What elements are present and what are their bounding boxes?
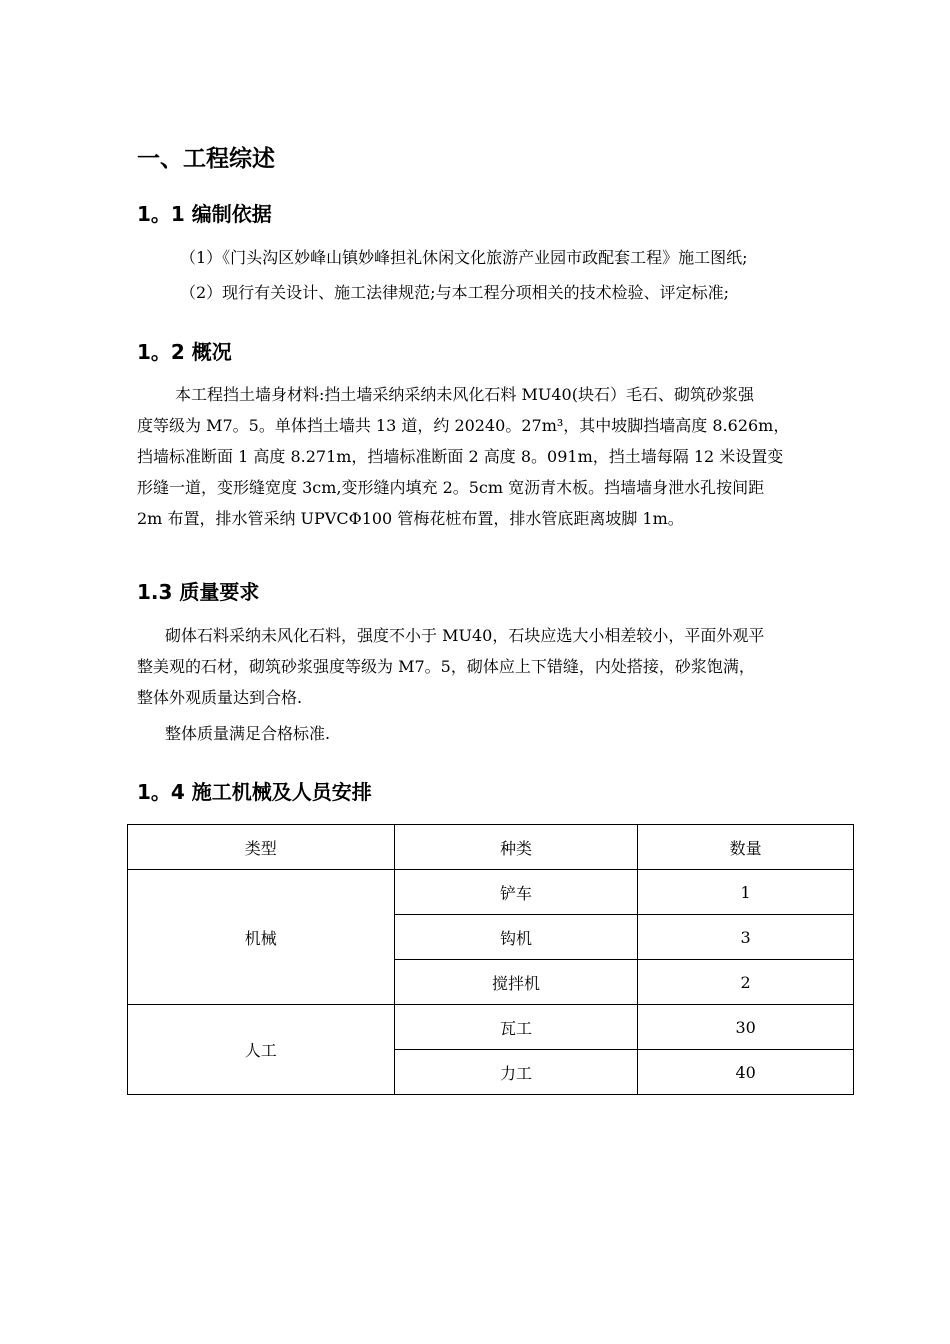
qty-cell: 1 [638,870,854,915]
quality-line-2: 整美观的石材，砌筑砂浆强度等级为 M7。5，砌体应上下错缝，内处搭接，砂浆饱满， [137,657,755,676]
table-header-row [128,825,854,870]
type-cell-labor: 人工 [128,1005,395,1095]
quality-line-4: 整体质量满足合格标准. [165,724,331,743]
overview-line-4: 形缝一道，变形缝宽度 3cm,变形缝内填充 2。5cm 宽沥青木板。挡墙墙身泄水孔按间距 [137,478,765,497]
kind-cell: 铲车 [394,870,638,915]
heading-machinery-staff: 1。4 施工机械及人员安排 [137,780,372,804]
overview-line-1: 本工程挡土墙身材料:挡土墙采纳采纳未风化石料 MU40(块石）毛石、砌筑砂浆强 [175,385,754,404]
heading-quality: 1.3 质量要求 [137,580,260,604]
overview-line-2: 度等级为 M7。5。单体挡土墙共 13 道，约 20240。27m³，其中坡脚挡墙高度 8.626m， [137,416,790,435]
basis-item-2: （2）现行有关设计、施工法律规范;与本工程分项相关的技术检验、评定标准; [180,283,729,302]
table-row [128,1005,854,1050]
header-kind: 种类 [394,825,638,870]
kind-cell: 力工 [394,1050,638,1095]
overview-line-5: 2m 布置，排水管采纳 UPVCΦ100 管梅花桩布置，排水管底距离坡脚 1m。 [137,509,684,528]
kind-cell: 瓦工 [394,1005,638,1050]
qty-cell: 40 [638,1050,854,1095]
kind-cell: 钩机 [394,915,638,960]
machinery-staff-table [127,824,854,1095]
qty-cell: 3 [638,915,854,960]
qty-cell: 2 [638,960,854,1005]
document-title: 一、工程综述 [137,146,275,172]
overview-line-3: 挡墙标准断面 1 高度 8.271m，挡墙标准断面 2 高度 8。091m，挡土墙每隔 12 米设置变 [137,447,784,466]
header-qty: 数量 [638,825,854,870]
quality-line-1: 砌体石料采纳未风化石料，强度不小于 MU40，石块应选大小相差较小，平面外观平 [165,626,765,645]
heading-compilation-basis: 1。1 编制依据 [137,202,272,226]
header-type: 类型 [128,825,395,870]
table-row [128,870,854,915]
quality-line-3: 整体外观质量达到合格. [137,688,303,707]
heading-overview: 1。2 概况 [137,340,232,364]
kind-cell: 搅拌机 [394,960,638,1005]
basis-item-1: （1）《门头沟区妙峰山镇妙峰担礼休闲文化旅游产业园市政配套工程》施工图纸; [180,248,748,267]
type-cell-machinery: 机械 [128,870,395,1005]
qty-cell: 30 [638,1005,854,1050]
